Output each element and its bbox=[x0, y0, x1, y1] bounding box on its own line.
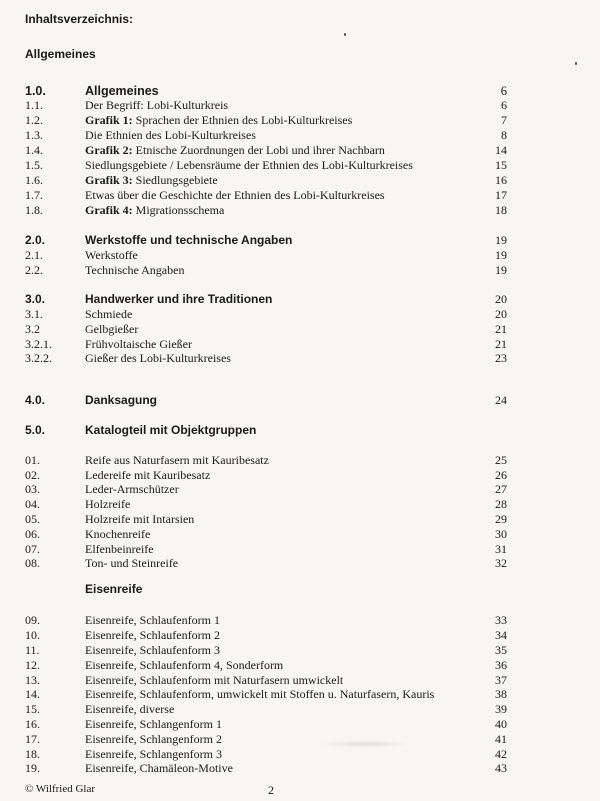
toc-entry-number: 12. bbox=[25, 658, 40, 672]
toc-entry-title-text: Eisenreife, Schlaufenform 2 bbox=[85, 628, 220, 642]
toc-entry-number: 18. bbox=[25, 747, 40, 761]
toc-entry-title-text: Eisenreife, Chamäleon-Motive bbox=[85, 761, 233, 775]
toc-entry bbox=[0, 337, 600, 351]
toc-entry-title bbox=[85, 292, 272, 306]
toc-entry-page: 42 bbox=[495, 747, 507, 761]
toc-entry-title-text: Eisenreife, Schlaufenform 4, Sonderform bbox=[85, 658, 284, 672]
toc-entry-page: 32 bbox=[495, 556, 507, 570]
toc-entry-number: 1.5. bbox=[25, 158, 43, 172]
toc-entry-number: 1.2. bbox=[25, 113, 43, 127]
toc-section-heading bbox=[0, 393, 600, 407]
toc-entry bbox=[0, 248, 600, 262]
toc-entry-number: 5.0. bbox=[25, 423, 46, 437]
toc-entry-number: 2.2. bbox=[25, 263, 43, 277]
toc-entry-number: 3.2.1. bbox=[25, 337, 52, 351]
toc-entry-title-text: Danksagung bbox=[85, 393, 158, 407]
toc-entry-title-text: Allgemeines bbox=[85, 84, 159, 98]
toc-entry-title bbox=[85, 613, 220, 627]
toc-entry-number: 3.0. bbox=[25, 292, 46, 306]
toc-entry-title bbox=[85, 233, 292, 247]
toc-entry bbox=[0, 173, 600, 187]
toc-entry-page: 19 bbox=[495, 233, 507, 247]
toc-entry bbox=[0, 512, 600, 526]
toc-entry bbox=[0, 556, 600, 570]
toc-entry-title bbox=[85, 732, 222, 746]
toc-entry-number: 3.2.2. bbox=[25, 351, 52, 365]
toc-entry-number: 1.4. bbox=[25, 143, 43, 157]
toc-entry-page: 29 bbox=[495, 512, 507, 526]
toc-entry-number: 14. bbox=[25, 687, 40, 701]
toc-entry bbox=[0, 497, 600, 511]
toc-entry bbox=[0, 322, 600, 336]
toc-entry-graphic-label: Grafik 1: bbox=[85, 113, 133, 127]
toc-entry-number: 3.1. bbox=[25, 307, 43, 321]
toc-entry-number: 06. bbox=[25, 527, 40, 541]
toc-entry-page: 8 bbox=[501, 128, 507, 142]
toc-entry-number: 1.8. bbox=[25, 203, 43, 217]
toc-entry bbox=[0, 468, 600, 482]
toc-section-heading bbox=[0, 423, 600, 437]
toc-entry-title bbox=[85, 673, 343, 687]
toc-section-heading bbox=[0, 233, 600, 247]
toc-entry-title-text: Werkstoffe und technische Angaben bbox=[85, 233, 293, 247]
toc-entry bbox=[0, 732, 600, 746]
toc-entry-title-text: Eisenreife, Schlaufenform 3 bbox=[85, 643, 220, 657]
toc-entry bbox=[0, 263, 600, 277]
toc-entry-graphic-label: Grafik 4: bbox=[85, 203, 133, 217]
toc-entry-title bbox=[85, 263, 184, 277]
toc-entry-title-text: Frühvoltaische Gießer bbox=[85, 337, 192, 351]
toc-entry-title bbox=[85, 453, 269, 467]
toc-entry bbox=[0, 527, 600, 541]
toc-entry bbox=[0, 643, 600, 657]
toc-entry-title bbox=[85, 307, 132, 321]
toc-entry-number: 1.1. bbox=[25, 98, 43, 112]
toc-entry-title bbox=[85, 84, 159, 98]
toc-entry-page: 33 bbox=[495, 613, 507, 627]
toc-entry-page: 39 bbox=[495, 702, 507, 716]
toc-entry-title-text: Eisenreife, Schlangenform 2 bbox=[85, 732, 222, 746]
toc-entry-title bbox=[85, 628, 220, 642]
toc-entry bbox=[0, 747, 600, 761]
toc-entry-title-text: Elfenbeinreife bbox=[85, 542, 154, 556]
toc-entry-title-text: Siedlungsgebiete bbox=[132, 173, 218, 187]
toc-entry-title bbox=[85, 393, 157, 407]
toc-entry-number: 2.1. bbox=[25, 248, 43, 262]
toc-entry-page: 20 bbox=[495, 292, 507, 306]
toc-entry-number: 02. bbox=[25, 468, 40, 482]
toc-entry-title-text: Sprachen der Ethnien des Lobi-Kulturkreises bbox=[132, 113, 353, 127]
toc-entry-number: 05. bbox=[25, 512, 40, 526]
toc-entry-number: 17. bbox=[25, 732, 40, 746]
page-title: Inhaltsverzeichnis: bbox=[25, 12, 134, 26]
toc-entry bbox=[0, 761, 600, 775]
toc-entry-title-text: Eisenreife, Schlaufenform mit Naturfasern umwickelt bbox=[85, 673, 344, 687]
toc-section-heading bbox=[0, 84, 600, 98]
toc-entry-number: 10. bbox=[25, 628, 40, 642]
toc-entry-page: 43 bbox=[495, 761, 507, 775]
footer-page-number: 2 bbox=[268, 783, 274, 797]
scan-smudge bbox=[320, 740, 410, 748]
toc-entry-title-text: Ledereife mit Kauribesatz bbox=[85, 468, 211, 482]
toc-entry-page: 28 bbox=[495, 497, 507, 511]
toc-entry-title-text: Migrationsschema bbox=[132, 203, 225, 217]
toc-entry-number: 07. bbox=[25, 542, 40, 556]
scan-speck bbox=[575, 62, 577, 65]
toc-entry-title bbox=[85, 542, 154, 556]
toc-entry-page: 17 bbox=[495, 188, 507, 202]
toc-entry bbox=[0, 128, 600, 142]
toc-entry-page: 21 bbox=[495, 337, 507, 351]
toc-entry-title-text: Etnische Zuordnungen der Lobi und ihrer Nachbarn bbox=[132, 143, 385, 157]
toc-entry-title bbox=[85, 468, 210, 482]
toc-entry-title bbox=[85, 143, 385, 157]
toc-entry-number: 2.0. bbox=[25, 233, 46, 247]
toc-entry-page: 40 bbox=[495, 717, 507, 731]
toc-entry-number: 19. bbox=[25, 761, 40, 775]
toc-entry-title-text: Knochenreife bbox=[85, 527, 151, 541]
footer-copyright: © Wilfried Glar bbox=[25, 783, 96, 795]
toc-entry bbox=[0, 143, 600, 157]
toc-entry-title bbox=[85, 658, 283, 672]
toc-entry-page: 30 bbox=[495, 527, 507, 541]
toc-entry-graphic-label: Grafik 3: bbox=[85, 173, 133, 187]
toc-entry-title-text: Ton- und Steinreife bbox=[85, 556, 179, 570]
toc-entry-title-text: Eisenreife, Schlaufenform, umwickelt mit Stoffen u. Naturfasern, Kauris bbox=[85, 687, 435, 701]
toc-entry-title bbox=[85, 322, 138, 336]
toc-entry-title bbox=[85, 687, 434, 701]
toc-entry-page: 21 bbox=[495, 322, 507, 336]
toc-entry-page: 24 bbox=[495, 393, 507, 407]
section-title: Allgemeines bbox=[25, 47, 96, 61]
toc-entry-title bbox=[85, 702, 174, 716]
toc-entry-page: 35 bbox=[495, 643, 507, 657]
toc-entry-title bbox=[85, 173, 218, 187]
toc-entry-number: 13. bbox=[25, 673, 40, 687]
toc-entry-number: 1.0. bbox=[25, 84, 46, 98]
toc-entry-number: 03. bbox=[25, 482, 40, 496]
toc-entry-title-text: Schmiede bbox=[85, 307, 133, 321]
toc-entry-title bbox=[85, 351, 231, 365]
toc-entry-page: 20 bbox=[495, 307, 507, 321]
toc-entry-page: 23 bbox=[495, 351, 507, 365]
toc-entry-title-text: Handwerker und ihre Traditionen bbox=[85, 292, 273, 306]
toc-entry bbox=[0, 203, 600, 217]
toc-entry-page: 16 bbox=[495, 173, 507, 187]
toc-entry-title-text: Gelbgießer bbox=[85, 322, 139, 336]
toc-entry-title bbox=[85, 512, 194, 526]
toc-entry bbox=[0, 687, 600, 701]
toc-entry-title-text: Der Begriff: Lobi-Kulturkreis bbox=[85, 98, 229, 112]
toc-entry bbox=[0, 628, 600, 642]
toc-entry bbox=[0, 673, 600, 687]
toc-entry-title-text: Eisenreife, Schlaufenform 1 bbox=[85, 613, 220, 627]
toc-entry bbox=[0, 613, 600, 627]
toc-entry-page: 18 bbox=[495, 203, 507, 217]
toc-entry-number: 4.0. bbox=[25, 393, 46, 407]
subheading-eisenreife: Eisenreife bbox=[85, 582, 143, 596]
toc-entry-page: 25 bbox=[495, 453, 507, 467]
toc-entry-number: 1.6. bbox=[25, 173, 43, 187]
toc-entry-title-text: Reife aus Naturfasern mit Kauribesatz bbox=[85, 453, 269, 467]
toc-entry bbox=[0, 482, 600, 496]
toc-entry bbox=[0, 717, 600, 731]
toc-entry-title-text: Katalogteil mit Objektgruppen bbox=[85, 423, 257, 437]
toc-entry-number: 1.7. bbox=[25, 188, 43, 202]
toc-entry-page: 37 bbox=[495, 673, 507, 687]
toc-entry-title bbox=[85, 761, 233, 775]
toc-entry-title bbox=[85, 128, 256, 142]
toc-entry-page: 7 bbox=[501, 113, 507, 127]
toc-entry-title-text: Die Ethnien des Lobi-Kulturkreises bbox=[85, 128, 256, 142]
toc-entry-number: 15. bbox=[25, 702, 40, 716]
toc-entry-title-text: Holzreife mit Intarsien bbox=[85, 512, 195, 526]
toc-entry-page: 27 bbox=[495, 482, 507, 496]
toc-entry-page: 31 bbox=[495, 542, 507, 556]
toc-entry-title-text: Eisenreife, Schlangenform 1 bbox=[85, 717, 222, 731]
toc-entry-number: 1.3. bbox=[25, 128, 43, 142]
toc-entry bbox=[0, 307, 600, 321]
toc-entry-page: 26 bbox=[495, 468, 507, 482]
toc-entry bbox=[0, 158, 600, 172]
toc-entry-title bbox=[85, 482, 179, 496]
toc-entry-page: 14 bbox=[495, 143, 507, 157]
toc-entry-title bbox=[85, 188, 385, 202]
toc-entry bbox=[0, 98, 600, 112]
toc-entry-title-text: Eisenreife, diverse bbox=[85, 702, 175, 716]
toc-entry-title bbox=[85, 717, 222, 731]
toc-entry-title bbox=[85, 113, 352, 127]
toc-entry-page: 6 bbox=[501, 98, 507, 112]
toc-entry-page: 6 bbox=[500, 84, 507, 98]
toc-entry-title bbox=[85, 158, 413, 172]
toc-entry bbox=[0, 188, 600, 202]
toc-entry-title bbox=[85, 643, 220, 657]
toc-entry-page: 36 bbox=[495, 658, 507, 672]
toc-entry-title bbox=[85, 423, 256, 437]
toc-entry-title bbox=[85, 527, 150, 541]
toc-entry-number: 01. bbox=[25, 453, 40, 467]
toc-entry bbox=[0, 702, 600, 716]
toc-entry-number: 08. bbox=[25, 556, 40, 570]
toc-entry-title bbox=[85, 248, 138, 262]
toc-entry-title-text: Holzreife bbox=[85, 497, 131, 511]
toc-entry-title-text: Siedlungsgebiete / Lebensräume der Ethnien des Lobi-Kulturkreises bbox=[85, 158, 413, 172]
toc-entry-page: 41 bbox=[495, 732, 507, 746]
toc-entry-page: 19 bbox=[495, 248, 507, 262]
toc-entry-page: 34 bbox=[495, 628, 507, 642]
toc-entry bbox=[0, 658, 600, 672]
toc-entry-page: 38 bbox=[495, 687, 507, 701]
toc-entry-title bbox=[85, 747, 222, 761]
toc-entry-title-text: Etwas über die Geschichte der Ethnien des Lobi-Kulturkreises bbox=[85, 188, 385, 202]
toc-section-heading bbox=[0, 292, 600, 306]
toc-entry bbox=[0, 453, 600, 467]
toc-entry-page: 15 bbox=[495, 158, 507, 172]
toc-entry-title bbox=[85, 497, 130, 511]
toc-entry-page: 19 bbox=[495, 263, 507, 277]
toc-entry-title bbox=[85, 98, 228, 112]
toc-entry bbox=[0, 351, 600, 365]
toc-entry-title bbox=[85, 556, 178, 570]
toc-entry-title bbox=[85, 203, 224, 217]
toc-entry-graphic-label: Grafik 2: bbox=[85, 143, 133, 157]
toc-entry-title-text: Werkstoffe bbox=[85, 248, 138, 262]
toc-entry bbox=[0, 113, 600, 127]
scan-speck bbox=[344, 33, 346, 36]
toc-entry-number: 3.2 bbox=[25, 322, 40, 336]
toc-entry-number: 16. bbox=[25, 717, 40, 731]
toc-entry-title-text: Technische Angaben bbox=[85, 263, 185, 277]
toc-entry-title-text: Gießer des Lobi-Kulturkreises bbox=[85, 351, 231, 365]
toc-entry-number: 09. bbox=[25, 613, 40, 627]
toc-entry bbox=[0, 542, 600, 556]
toc-entry-number: 04. bbox=[25, 497, 40, 511]
toc-entry-title bbox=[85, 337, 192, 351]
toc-entry-title-text: Eisenreife, Schlangenform 3 bbox=[85, 747, 222, 761]
toc-entry-number: 11. bbox=[25, 643, 40, 657]
toc-entry-title-text: Leder-Armschützer bbox=[85, 482, 179, 496]
